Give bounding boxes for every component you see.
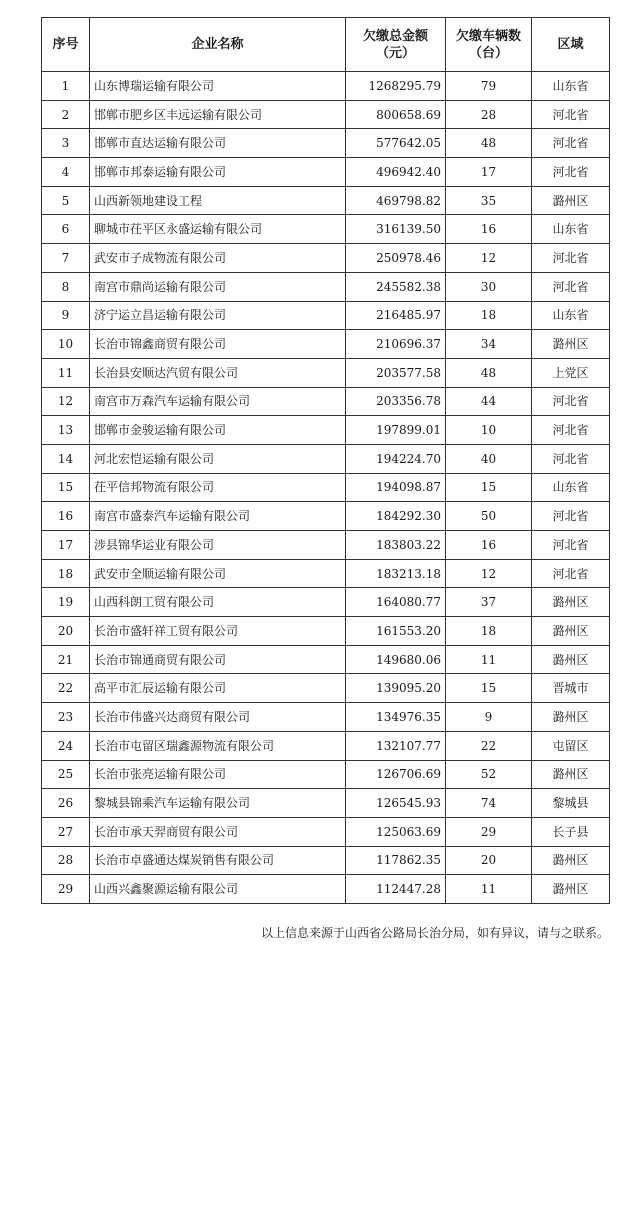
cell-region: 潞州区 [532, 760, 610, 789]
table-row [42, 674, 610, 703]
cell-vehicles: 10 [446, 416, 532, 445]
header-vehicles-unit: （台） [468, 45, 508, 61]
source-footnote: 以上信息来源于山西省公路局长治分局，如有异议，请与之联系。 [260, 926, 609, 940]
cell-amount: 164080.77 [346, 588, 446, 617]
cell-amount: 216485.97 [346, 301, 446, 330]
cell-company-name: 长治市锦鑫商贸有限公司 [90, 330, 346, 359]
cell-company-name: 长治市承天羿商贸有限公司 [90, 817, 346, 846]
cell-seq: 25 [42, 760, 90, 789]
cell-amount: 577642.05 [346, 129, 446, 158]
cell-company-name: 长治市锦通商贸有限公司 [90, 645, 346, 674]
cell-company-name: 黎城县锦乘汽车运输有限公司 [90, 789, 346, 818]
cell-amount: 183803.22 [346, 531, 446, 560]
table-row [42, 158, 610, 187]
cell-vehicles: 16 [446, 215, 532, 244]
cell-amount: 125063.69 [346, 817, 446, 846]
cell-company-name: 长治市盛轩祥工贸有限公司 [90, 617, 346, 646]
cell-seq: 6 [42, 215, 90, 244]
cell-amount: 126545.93 [346, 789, 446, 818]
cell-amount: 203577.58 [346, 358, 446, 387]
table-row [42, 875, 610, 904]
table-row [42, 502, 610, 531]
table-header [42, 18, 610, 72]
cell-seq: 19 [42, 588, 90, 617]
table-row [42, 244, 610, 273]
table-row [42, 129, 610, 158]
cell-company-name: 山西新领地建设工程 [90, 186, 346, 215]
cell-amount: 210696.37 [346, 330, 446, 359]
cell-region: 河北省 [532, 158, 610, 187]
cell-vehicles: 11 [446, 875, 532, 904]
cell-seq: 28 [42, 846, 90, 875]
cell-amount: 203356.78 [346, 387, 446, 416]
cell-vehicles: 50 [446, 502, 532, 531]
table-row [42, 186, 610, 215]
cell-seq: 23 [42, 703, 90, 732]
cell-region: 潞州区 [532, 186, 610, 215]
cell-region: 潞州区 [532, 846, 610, 875]
cell-seq: 11 [42, 358, 90, 387]
cell-seq: 24 [42, 731, 90, 760]
cell-vehicles: 79 [446, 72, 532, 101]
cell-seq: 17 [42, 531, 90, 560]
cell-company-name: 邯郸市邦泰运输有限公司 [90, 158, 346, 187]
table-row [42, 531, 610, 560]
header-amount-label: 欠缴总金额 [362, 28, 428, 44]
cell-company-name: 山西兴鑫聚源运输有限公司 [90, 875, 346, 904]
table-row [42, 444, 610, 473]
cell-amount: 194098.87 [346, 473, 446, 502]
header-seq: 序号 [42, 18, 90, 72]
cell-vehicles: 48 [446, 129, 532, 158]
cell-vehicles: 18 [446, 301, 532, 330]
cell-vehicles: 18 [446, 617, 532, 646]
cell-seq: 16 [42, 502, 90, 531]
table-row [42, 789, 610, 818]
cell-amount: 197899.01 [346, 416, 446, 445]
cell-amount: 139095.20 [346, 674, 446, 703]
cell-vehicles: 28 [446, 100, 532, 129]
cell-vehicles: 29 [446, 817, 532, 846]
cell-company-name: 河北宏恺运输有限公司 [90, 444, 346, 473]
cell-vehicles: 40 [446, 444, 532, 473]
header-region: 区域 [532, 18, 610, 72]
cell-amount: 194224.70 [346, 444, 446, 473]
cell-company-name: 涉县锦华运业有限公司 [90, 531, 346, 560]
cell-region: 长子县 [532, 817, 610, 846]
cell-vehicles: 12 [446, 244, 532, 273]
cell-amount: 250978.46 [346, 244, 446, 273]
cell-seq: 29 [42, 875, 90, 904]
cell-company-name: 长治市张亮运输有限公司 [90, 760, 346, 789]
cell-vehicles: 74 [446, 789, 532, 818]
cell-company-name: 南宫市盛泰汽车运输有限公司 [90, 502, 346, 531]
cell-vehicles: 16 [446, 531, 532, 560]
cell-seq: 22 [42, 674, 90, 703]
cell-seq: 21 [42, 645, 90, 674]
table-row [42, 588, 610, 617]
cell-company-name: 长治县安顺达汽贸有限公司 [90, 358, 346, 387]
table-row [42, 473, 610, 502]
table-row [42, 301, 610, 330]
cell-region: 山东省 [532, 473, 610, 502]
cell-seq: 3 [42, 129, 90, 158]
cell-region: 山东省 [532, 215, 610, 244]
cell-amount: 316139.50 [346, 215, 446, 244]
cell-seq: 9 [42, 301, 90, 330]
cell-vehicles: 20 [446, 846, 532, 875]
cell-region: 潞州区 [532, 703, 610, 732]
table-row [42, 617, 610, 646]
cell-region: 河北省 [532, 416, 610, 445]
cell-vehicles: 30 [446, 272, 532, 301]
cell-seq: 26 [42, 789, 90, 818]
cell-company-name: 武安市子成物流有限公司 [90, 244, 346, 273]
cell-company-name: 邯郸市肥乡区丰远运输有限公司 [90, 100, 346, 129]
debt-table [41, 17, 610, 904]
cell-amount: 800658.69 [346, 100, 446, 129]
cell-region: 河北省 [532, 100, 610, 129]
cell-company-name: 山东博瑞运输有限公司 [90, 72, 346, 101]
cell-region: 潞州区 [532, 875, 610, 904]
cell-company-name: 长治市卓盛通达煤炭销售有限公司 [90, 846, 346, 875]
cell-company-name: 长治市伟盛兴达商贸有限公司 [90, 703, 346, 732]
cell-company-name: 济宁运立昌运输有限公司 [90, 301, 346, 330]
header-name: 企业名称 [90, 18, 346, 72]
table-row [42, 330, 610, 359]
cell-amount: 1268295.79 [346, 72, 446, 101]
cell-company-name: 邯郸市金骏运输有限公司 [90, 416, 346, 445]
cell-amount: 149680.06 [346, 645, 446, 674]
cell-company-name: 长治市屯留区瑞鑫源物流有限公司 [90, 731, 346, 760]
cell-seq: 1 [42, 72, 90, 101]
cell-vehicles: 44 [446, 387, 532, 416]
cell-vehicles: 35 [446, 186, 532, 215]
cell-seq: 14 [42, 444, 90, 473]
cell-vehicles: 37 [446, 588, 532, 617]
cell-amount: 469798.82 [346, 186, 446, 215]
cell-region: 山东省 [532, 301, 610, 330]
cell-region: 上党区 [532, 358, 610, 387]
cell-seq: 15 [42, 473, 90, 502]
cell-amount: 117862.35 [346, 846, 446, 875]
cell-region: 河北省 [532, 531, 610, 560]
table-row [42, 72, 610, 101]
cell-company-name: 武安市全顺运输有限公司 [90, 559, 346, 588]
cell-seq: 12 [42, 387, 90, 416]
table-row [42, 817, 610, 846]
cell-seq: 20 [42, 617, 90, 646]
cell-region: 潞州区 [532, 645, 610, 674]
cell-amount: 112447.28 [346, 875, 446, 904]
cell-region: 河北省 [532, 559, 610, 588]
table-row [42, 416, 610, 445]
cell-vehicles: 22 [446, 731, 532, 760]
cell-vehicles: 34 [446, 330, 532, 359]
table-row [42, 358, 610, 387]
cell-vehicles: 52 [446, 760, 532, 789]
table-row [42, 559, 610, 588]
cell-amount: 184292.30 [346, 502, 446, 531]
cell-vehicles: 15 [446, 473, 532, 502]
table-row [42, 731, 610, 760]
cell-vehicles: 15 [446, 674, 532, 703]
table-row [42, 645, 610, 674]
header-vehicles-label: 欠缴车辆数 [455, 28, 521, 44]
header-vehicles [446, 18, 532, 72]
cell-seq: 8 [42, 272, 90, 301]
cell-region: 黎城县 [532, 789, 610, 818]
cell-vehicles: 17 [446, 158, 532, 187]
cell-seq: 18 [42, 559, 90, 588]
cell-seq: 4 [42, 158, 90, 187]
cell-region: 河北省 [532, 272, 610, 301]
cell-company-name: 邯郸市直达运输有限公司 [90, 129, 346, 158]
header-amount [346, 18, 446, 72]
cell-region: 潞州区 [532, 330, 610, 359]
header-amount-unit: （元） [375, 45, 415, 61]
cell-seq: 13 [42, 416, 90, 445]
cell-seq: 27 [42, 817, 90, 846]
table-row [42, 760, 610, 789]
cell-company-name: 聊城市茌平区永盛运输有限公司 [90, 215, 346, 244]
cell-vehicles: 11 [446, 645, 532, 674]
cell-region: 晋城市 [532, 674, 610, 703]
cell-company-name: 高平市汇辰运输有限公司 [90, 674, 346, 703]
cell-region: 屯留区 [532, 731, 610, 760]
table-row [42, 846, 610, 875]
cell-region: 河北省 [532, 502, 610, 531]
table-row [42, 272, 610, 301]
cell-vehicles: 9 [446, 703, 532, 732]
cell-seq: 7 [42, 244, 90, 273]
cell-company-name: 南宫市万森汽车运输有限公司 [90, 387, 346, 416]
cell-region: 河北省 [532, 444, 610, 473]
cell-region: 河北省 [532, 387, 610, 416]
table-row [42, 100, 610, 129]
table-body [42, 72, 610, 904]
cell-seq: 5 [42, 186, 90, 215]
table-row [42, 387, 610, 416]
cell-company-name: 山西科朗工贸有限公司 [90, 588, 346, 617]
cell-seq: 2 [42, 100, 90, 129]
cell-seq: 10 [42, 330, 90, 359]
cell-region: 河北省 [532, 244, 610, 273]
cell-amount: 183213.18 [346, 559, 446, 588]
cell-region: 潞州区 [532, 588, 610, 617]
cell-amount: 126706.69 [346, 760, 446, 789]
cell-amount: 245582.38 [346, 272, 446, 301]
cell-region: 山东省 [532, 72, 610, 101]
header-row [42, 18, 610, 72]
table-row [42, 703, 610, 732]
cell-amount: 161553.20 [346, 617, 446, 646]
cell-region: 河北省 [532, 129, 610, 158]
cell-amount: 134976.35 [346, 703, 446, 732]
cell-amount: 132107.77 [346, 731, 446, 760]
cell-amount: 496942.40 [346, 158, 446, 187]
cell-region: 潞州区 [532, 617, 610, 646]
cell-company-name: 茌平信邦物流有限公司 [90, 473, 346, 502]
cell-company-name: 南宫市鼎尚运输有限公司 [90, 272, 346, 301]
cell-vehicles: 48 [446, 358, 532, 387]
cell-vehicles: 12 [446, 559, 532, 588]
table-row [42, 215, 610, 244]
